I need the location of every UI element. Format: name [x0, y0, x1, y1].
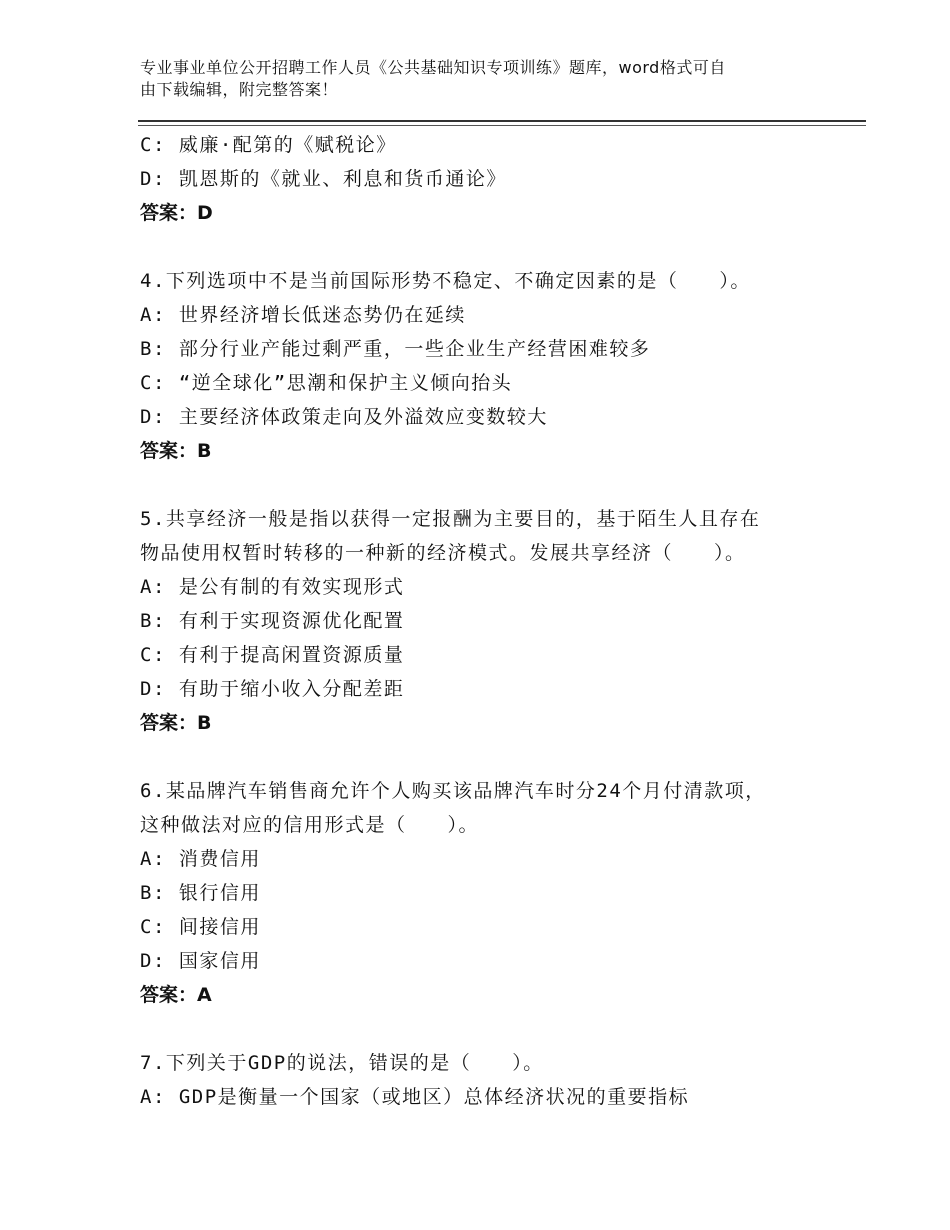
question-3: [140, 128, 840, 230]
option-b: B: 部分行业产能过剩严重，一些企业生产经营困难较多: [140, 338, 651, 360]
option-b: B: 有利于实现资源优化配置: [140, 610, 405, 632]
header-rule-thin: [138, 125, 866, 126]
option-d: D: 主要经济体政策走向及外溢效应变数较大: [140, 406, 548, 428]
option-d: D: 国家信用: [140, 950, 261, 972]
option-c: C: “逆全球化”思潮和保护主义倾向抬头: [140, 372, 513, 394]
option-a: A: GDP是衡量一个国家（或地区）总体经济状况的重要指标: [140, 1086, 690, 1108]
option-d: D: 有助于缩小收入分配差距: [140, 678, 405, 700]
question-stem: 7.下列关于GDP的说法，错误的是（ ）。: [140, 1052, 544, 1074]
option-b: B: 银行信用: [140, 882, 261, 904]
question-7: [140, 1046, 840, 1114]
header-line-1: 专业事业单位公开招聘工作人员《公共基础知识专项训练》题库，word格式可自: [140, 58, 726, 77]
question-stem-line-2: 物品使用权暂时转移的一种新的经济模式。发展共享经济（ ）。: [140, 542, 746, 564]
answer-label: 答案：A: [140, 984, 212, 1006]
answer-label: 答案：B: [140, 712, 212, 734]
header-line-2: 由下载编辑，附完整答案！: [140, 80, 339, 99]
header-rule-thick: [138, 120, 866, 122]
question-stem: 4.下列选项中不是当前国际形势不稳定、不确定因素的是（ ）。: [140, 270, 751, 292]
spacer: [140, 1012, 840, 1046]
spacer: [140, 740, 840, 774]
question-stem-line-1: 5.共享经济一般是指以获得一定报酬为主要目的，基于陌生人且存在: [140, 508, 761, 530]
option-c: C: 间接信用: [140, 916, 261, 938]
answer-label: 答案：B: [140, 440, 212, 462]
spacer: [140, 230, 840, 264]
spacer: [140, 468, 840, 502]
answer-label: 答案：D: [140, 202, 213, 224]
question-stem-line-2: 这种做法对应的信用形式是（ ）。: [140, 814, 480, 836]
option-a: A: 是公有制的有效实现形式: [140, 576, 405, 598]
document-header: [140, 57, 820, 101]
option-c: C: 有利于提高闲置资源质量: [140, 644, 405, 666]
question-5: [140, 502, 840, 740]
question-stem-line-1: 6.某品牌汽车销售商允许个人购买该品牌汽车时分24个月付清款项，: [140, 780, 766, 802]
option-c: C: 威廉·配第的《赋税论》: [140, 134, 397, 156]
option-d: D: 凯恩斯的《就业、利息和货币通论》: [140, 168, 507, 190]
option-a: A: 消费信用: [140, 848, 261, 870]
question-6: [140, 774, 840, 1012]
question-list: [140, 128, 840, 1114]
option-a: A: 世界经济增长低迷态势仍在延续: [140, 304, 466, 326]
question-4: [140, 264, 840, 468]
